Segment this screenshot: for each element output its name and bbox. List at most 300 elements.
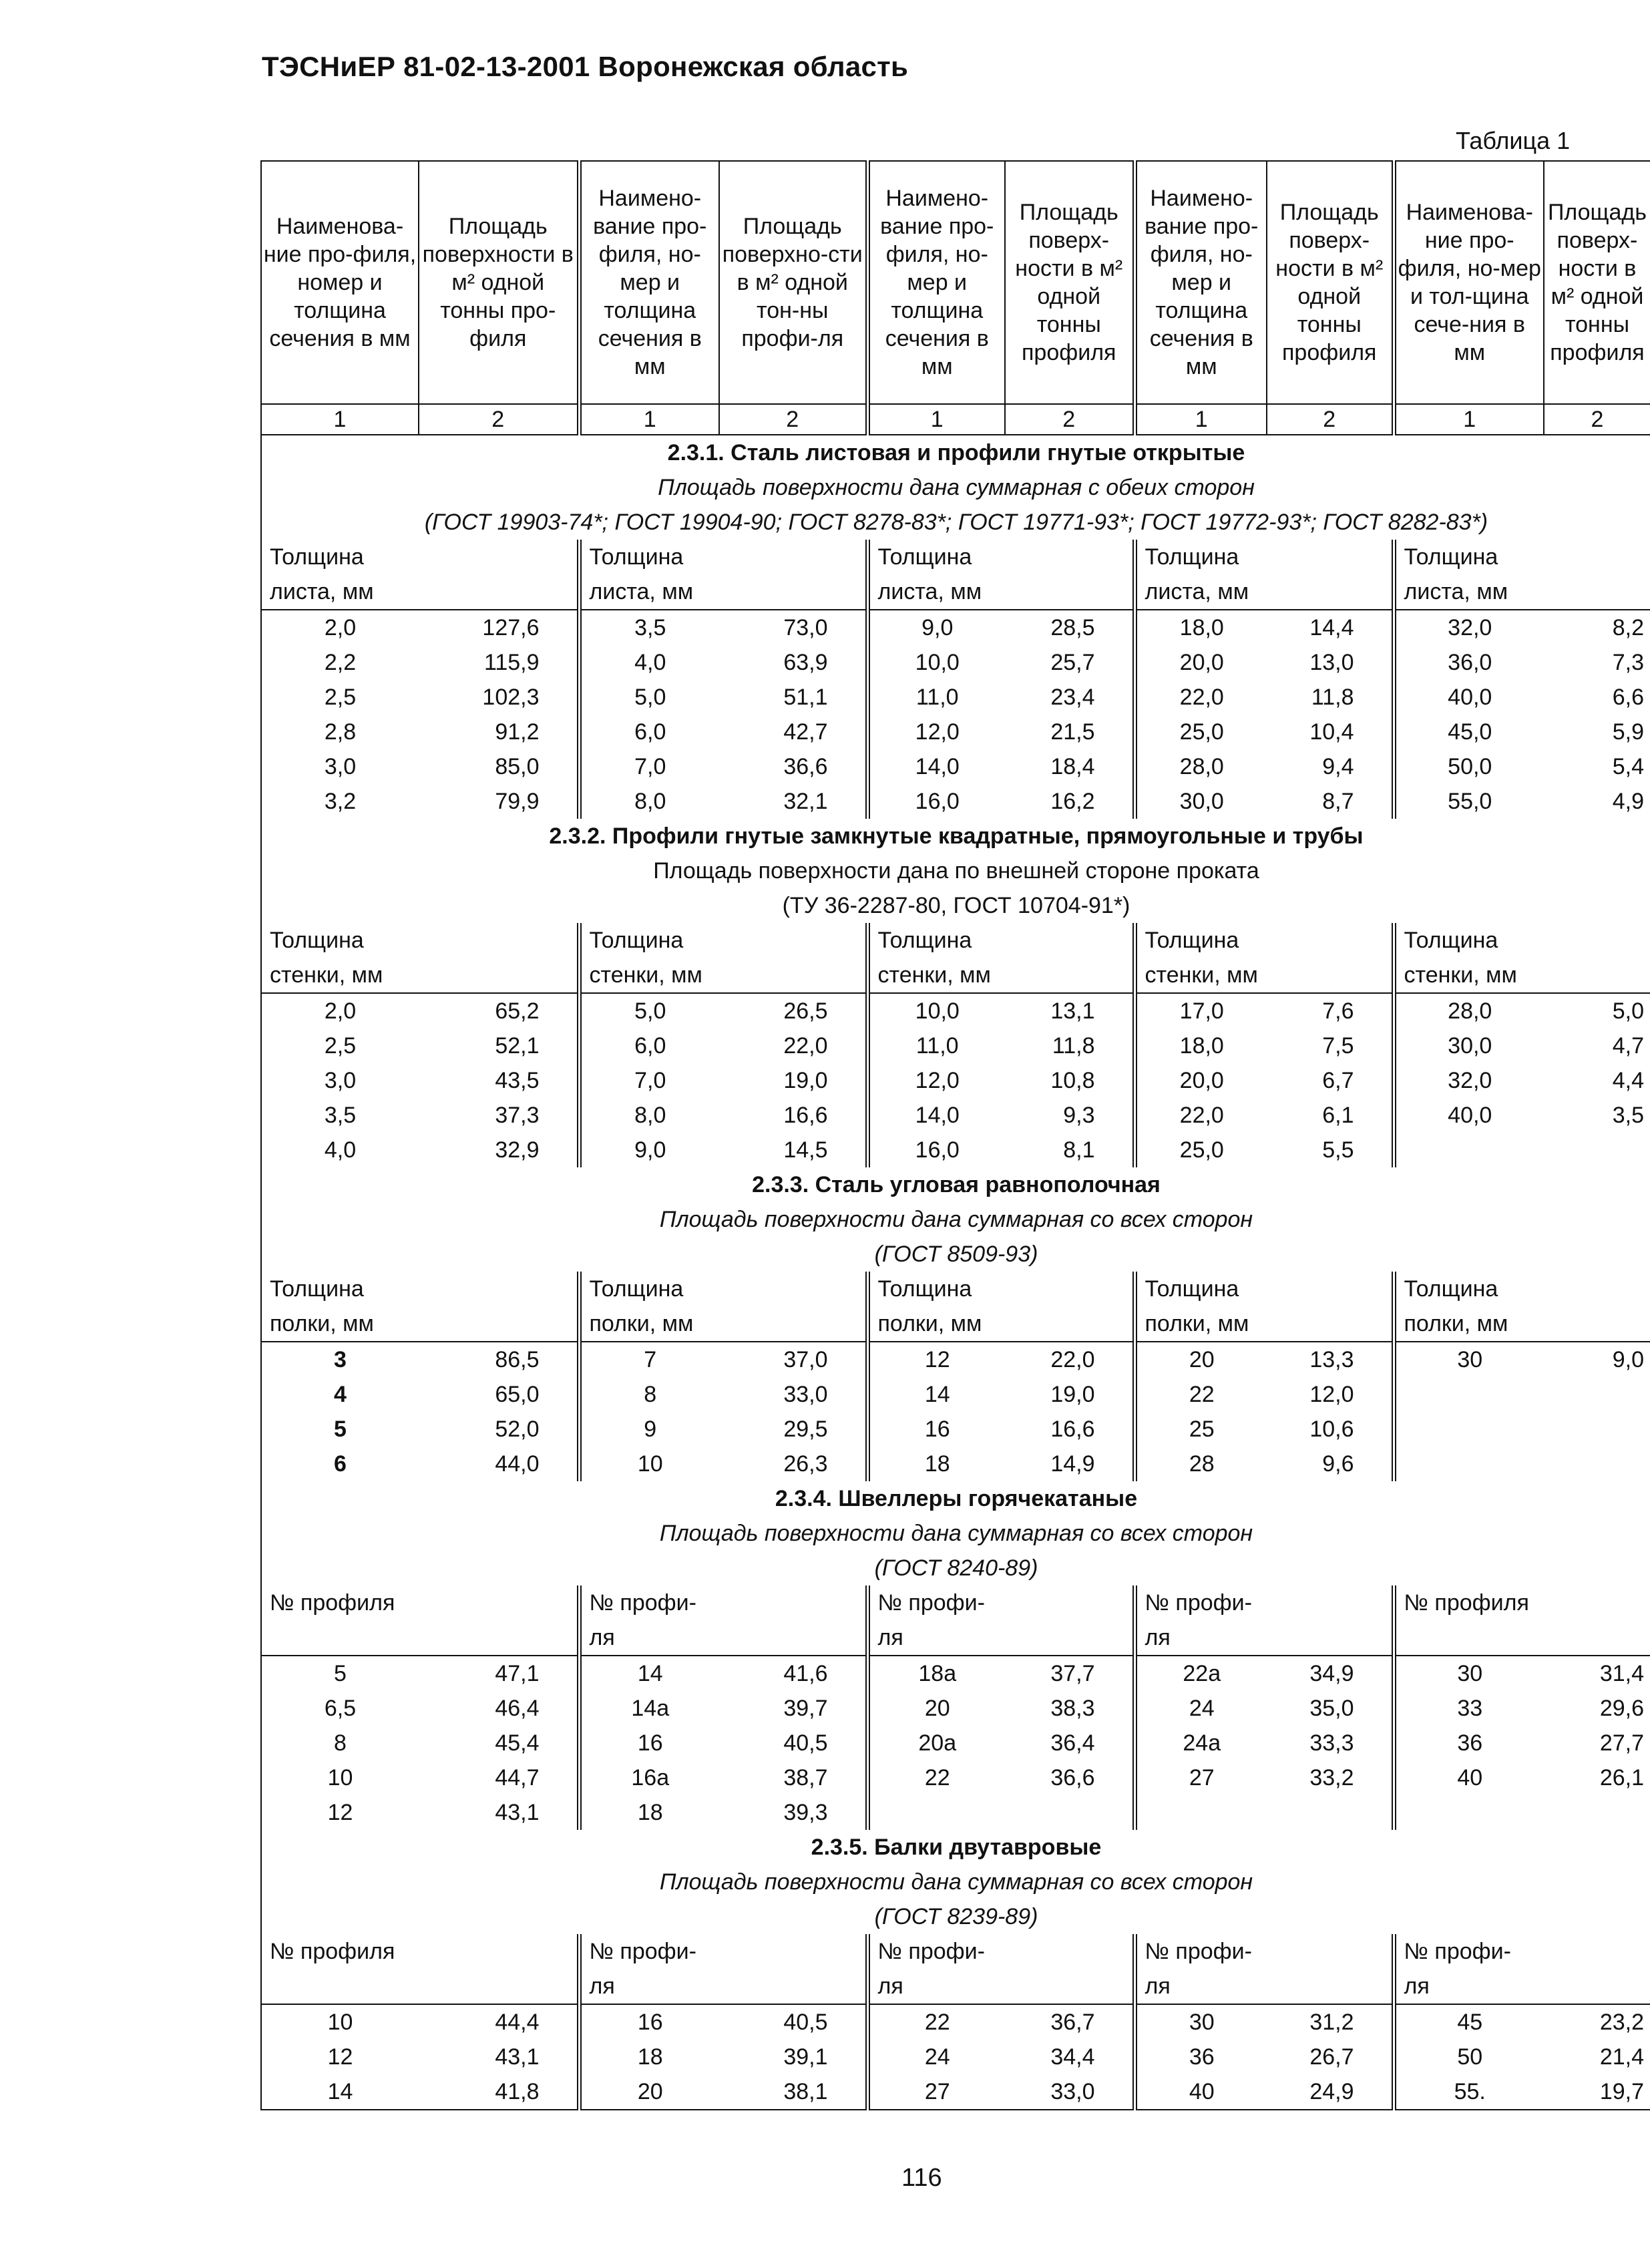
section-note: Площадь поверхности дана суммарная со всех сторон [261, 1865, 1650, 1899]
area-cell: 4,7 [1612, 1032, 1644, 1059]
section-title-row [261, 819, 1650, 854]
column-label-row [261, 1620, 1650, 1656]
column-label: листа, мм [261, 574, 579, 610]
column-number: 2 [719, 404, 867, 435]
profile-cell: 4,0 [579, 645, 719, 680]
column-label: ля [1394, 1969, 1650, 2004]
header-area-col: Площадь поверхности в м² одной тонны про-филя [419, 161, 579, 404]
profile-cell: 30 [1394, 1656, 1544, 1691]
column-label: полки, мм [1135, 1306, 1394, 1342]
column-label: Толщина [1394, 1272, 1650, 1306]
profile-cell: 2,5 [261, 680, 419, 715]
area-cell: 9,3 [1063, 1102, 1095, 1128]
area-cell: 52,0 [495, 1416, 540, 1442]
data-row [261, 1098, 1650, 1133]
profile-cell: 20 [1135, 1342, 1267, 1377]
profile-cell: 30,0 [1394, 1028, 1544, 1063]
column-label: Толщина [579, 1272, 867, 1306]
area-cell: 43,5 [495, 1067, 540, 1093]
area-cell: 4,9 [1612, 788, 1644, 814]
profile-cell: 40,0 [1394, 680, 1544, 715]
column-number: 2 [419, 404, 579, 435]
profile-cell: 24 [1135, 1691, 1267, 1726]
profile-cell: 16 [579, 2004, 719, 2040]
area-cell: 13,1 [1050, 998, 1095, 1024]
profile-cell: 18а [867, 1656, 1005, 1691]
area-cell: 102,3 [482, 684, 540, 710]
profile-cell: 55,0 [1394, 784, 1544, 819]
header-name-col: Наименова-ние про-филя, но-мер и тол-щина сече-ния в мм [1394, 161, 1544, 404]
profile-cell: 5 [261, 1412, 419, 1447]
area-cell: 10,6 [1309, 1416, 1354, 1442]
profile-cell: 27 [1135, 1760, 1267, 1795]
column-label: Толщина [579, 540, 867, 574]
data-row [261, 1133, 1650, 1167]
area-cell: 21,5 [1050, 719, 1095, 745]
column-label: ля [867, 1620, 1135, 1656]
column-number: 2 [1005, 404, 1135, 435]
profile-cell: 10,0 [867, 993, 1005, 1028]
area-cell: 91,2 [495, 719, 540, 745]
profile-cell: 25 [1135, 1412, 1267, 1447]
profile-cell: 14 [867, 1377, 1005, 1412]
profile-cell: 36 [1394, 1726, 1544, 1760]
profile-cell: 2,0 [261, 993, 419, 1028]
column-label: ля [579, 1969, 867, 2004]
profile-cell: 2,2 [261, 645, 419, 680]
profile-cell: 30 [1394, 1342, 1544, 1377]
profile-cell: 7,0 [579, 749, 719, 784]
column-label: Толщина [867, 1272, 1135, 1306]
column-label: № профи- [867, 1585, 1135, 1620]
area-cell: 9,0 [1612, 1346, 1644, 1372]
profile-cell: 50,0 [1394, 749, 1544, 784]
section-note: Площадь поверхности дана суммарная с обеих сторон [261, 470, 1650, 505]
profile-cell [1394, 1795, 1544, 1830]
profile-cell: 9 [579, 1412, 719, 1447]
table-body [261, 435, 1650, 2110]
data-row [261, 2004, 1650, 2040]
section-standard: (ТУ 36-2287-80, ГОСТ 10704-91*) [261, 888, 1650, 923]
header-name-col: Наимено-вание про-филя, но-мер и толщина сечения в мм [1135, 161, 1267, 404]
profile-cell: 12,0 [867, 715, 1005, 749]
profile-cell: 9,0 [579, 1133, 719, 1167]
column-label: листа, мм [1394, 574, 1650, 610]
area-cell: 10,4 [1309, 719, 1354, 745]
data-row [261, 1342, 1650, 1377]
column-label: ля [1135, 1969, 1394, 2004]
data-row [261, 1063, 1650, 1098]
area-cell [1544, 1447, 1650, 1481]
area-cell: 28,5 [1050, 614, 1095, 640]
area-cell: 23,4 [1050, 684, 1095, 710]
profile-cell: 5,0 [579, 680, 719, 715]
profile-cell: 28,0 [1394, 993, 1544, 1028]
area-cell: 32,1 [783, 788, 828, 814]
profile-cell: 10 [261, 1760, 419, 1795]
column-number: 2 [1267, 404, 1394, 435]
area-cell: 16,2 [1050, 788, 1095, 814]
profile-cell: 9,0 [867, 610, 1005, 645]
profile-cell: 36,0 [1394, 645, 1544, 680]
area-cell: 26,5 [783, 998, 828, 1024]
area-cell: 33,0 [1005, 2074, 1135, 2110]
data-row [261, 610, 1650, 645]
area-cell: 39,7 [783, 1695, 828, 1721]
section-note: Площадь поверхности дана суммарная со всех сторон [261, 1516, 1650, 1551]
profile-cell: 10 [579, 1447, 719, 1481]
section-note-row [261, 1865, 1650, 1899]
area-cell: 37,0 [783, 1346, 828, 1372]
profile-cell: 16а [579, 1760, 719, 1795]
area-cell: 47,1 [495, 1660, 540, 1686]
profile-cell: 20,0 [1135, 1063, 1267, 1098]
data-row [261, 784, 1650, 819]
header-name-col: Наимено-вание про-филя, но-мер и толщина сечения в мм [867, 161, 1005, 404]
profile-cell: 20 [579, 2074, 719, 2110]
area-cell: 11,8 [1311, 684, 1354, 710]
column-label: ля [1135, 1620, 1394, 1656]
area-cell: 65,2 [495, 998, 540, 1024]
column-label: стенки, мм [579, 958, 867, 993]
profile-cell: 6,0 [579, 1028, 719, 1063]
profile-cell: 5 [261, 1656, 419, 1691]
area-cell: 36,4 [1050, 1730, 1095, 1756]
data-row [261, 1760, 1650, 1795]
profile-cell: 22,0 [1135, 680, 1267, 715]
column-label: полки, мм [579, 1306, 867, 1342]
profile-cell: 33 [1394, 1691, 1544, 1726]
area-cell: 31,4 [1599, 1660, 1644, 1686]
section-standard: (ГОСТ 8240-89) [261, 1551, 1650, 1585]
column-label: полки, мм [867, 1306, 1135, 1342]
profile-cell: 8 [579, 1377, 719, 1412]
profile-cell: 25,0 [1135, 715, 1267, 749]
profile-cell: 24а [1135, 1726, 1267, 1760]
area-cell: 6,1 [1322, 1102, 1354, 1128]
area-cell: 16,6 [1050, 1416, 1095, 1442]
section-standard-row [261, 888, 1650, 923]
area-cell: 5,5 [1322, 1137, 1354, 1163]
profile-cell: 32,0 [1394, 1063, 1544, 1098]
column-label: № профи- [1394, 1934, 1650, 1969]
column-label-row [261, 574, 1650, 610]
profile-cell: 14,0 [867, 1098, 1005, 1133]
area-cell: 38,1 [719, 2074, 867, 2110]
data-row [261, 2074, 1650, 2110]
area-cell: 18,4 [1050, 753, 1095, 779]
column-label: стенки, мм [1135, 958, 1394, 993]
column-label: № профи- [867, 1934, 1135, 1969]
column-label: Толщина [1135, 1272, 1394, 1306]
profile-cell: 24 [867, 2040, 1005, 2074]
section-title: 2.3.4. Швеллеры горячекатаные [261, 1481, 1650, 1516]
area-cell: 40,5 [783, 2009, 828, 2035]
section-standard-row [261, 1899, 1650, 1934]
area-cell: 25,7 [1050, 649, 1095, 675]
column-label: стенки, мм [261, 958, 579, 993]
profile-cell: 3,5 [579, 610, 719, 645]
column-label-row [261, 1585, 1650, 1620]
header-area-col: Площадь поверх-ности в м² одной тонны профиля [1544, 161, 1650, 404]
profile-cell: 14,0 [867, 749, 1005, 784]
area-cell [1005, 1795, 1135, 1830]
profile-cell: 28 [1135, 1447, 1267, 1481]
area-cell: 37,3 [495, 1102, 540, 1128]
section-title: 2.3.3. Сталь угловая равнополочная [261, 1167, 1650, 1202]
area-cell: 9,6 [1322, 1451, 1354, 1477]
profile-cell: 50 [1394, 2040, 1544, 2074]
column-label: ля [867, 1969, 1135, 2004]
data-row [261, 1412, 1650, 1447]
profile-cell: 7 [579, 1342, 719, 1377]
profile-cell: 12 [867, 1342, 1005, 1377]
area-cell: 14,9 [1050, 1451, 1095, 1477]
area-cell: 35,0 [1309, 1695, 1354, 1721]
area-cell: 39,1 [783, 2044, 828, 2070]
area-cell: 13,0 [1309, 649, 1354, 675]
column-label: полки, мм [1394, 1306, 1650, 1342]
column-label-row [261, 923, 1650, 958]
area-cell: 26,1 [1599, 1764, 1644, 1790]
area-cell: 19,7 [1544, 2074, 1650, 2110]
data-row [261, 1377, 1650, 1412]
area-cell: 22,0 [1050, 1346, 1095, 1372]
column-label [1394, 1620, 1650, 1656]
profile-cell: 40,0 [1394, 1098, 1544, 1133]
column-label: № профиля [261, 1934, 579, 1969]
document-title: ТЭСНиЕР 81-02-13-2001 Воронежская область [262, 51, 909, 82]
section-title-row [261, 1167, 1650, 1202]
header-area-col: Площадь поверх-ности в м² одной тонны профиля [1005, 161, 1135, 404]
column-label [261, 1620, 579, 1656]
profile-cell: 12,0 [867, 1063, 1005, 1098]
surface-area-table [260, 160, 1650, 2110]
area-cell: 11,8 [1052, 1032, 1095, 1059]
section-standard-row [261, 1237, 1650, 1272]
data-row [261, 1656, 1650, 1691]
profile-cell: 40 [1394, 1760, 1544, 1795]
area-cell: 31,2 [1309, 2009, 1354, 2035]
column-number: 2 [1544, 404, 1650, 435]
area-cell: 86,5 [495, 1346, 540, 1372]
profile-cell: 6,0 [579, 715, 719, 749]
area-cell: 63,9 [783, 649, 828, 675]
section-standard: (ГОСТ 8509-93) [261, 1237, 1650, 1272]
section-title-row [261, 1481, 1650, 1516]
area-cell: 79,9 [495, 788, 540, 814]
profile-cell: 10,0 [867, 645, 1005, 680]
profile-cell [1394, 1412, 1544, 1447]
column-label: № профи- [1135, 1934, 1394, 1969]
area-cell [1544, 1133, 1650, 1167]
profile-cell: 12 [261, 2040, 419, 2074]
section-title: 2.3.5. Балки двутавровые [261, 1830, 1650, 1865]
section-note: Площадь поверхности дана по внешней стороне проката [261, 854, 1650, 888]
profile-cell: 5,0 [579, 993, 719, 1028]
area-cell: 12,0 [1309, 1381, 1354, 1407]
column-label: Толщина [1394, 923, 1650, 958]
profile-cell: 18,0 [1135, 610, 1267, 645]
area-cell [1544, 1412, 1650, 1447]
data-row [261, 715, 1650, 749]
area-cell: 7,3 [1612, 649, 1644, 675]
area-cell: 41,8 [419, 2074, 579, 2110]
header-area-col: Площадь поверх-ности в м² одной тонны профиля [1267, 161, 1394, 404]
area-cell: 14,5 [783, 1137, 828, 1163]
area-cell: 14,4 [1309, 614, 1354, 640]
area-cell: 65,0 [495, 1381, 540, 1407]
area-cell: 39,3 [783, 1799, 828, 1825]
data-row [261, 749, 1650, 784]
profile-cell: 30 [1135, 2004, 1267, 2040]
area-cell: 44,0 [495, 1451, 540, 1477]
column-label: № профиля [1394, 1585, 1650, 1620]
profile-cell: 8,0 [579, 1098, 719, 1133]
area-cell: 29,6 [1599, 1695, 1644, 1721]
table-label: Таблица 1 [1456, 127, 1571, 154]
area-cell: 45,4 [495, 1730, 540, 1756]
area-cell: 44,7 [495, 1764, 540, 1790]
section-standard-row [261, 1551, 1650, 1585]
profile-cell: 6,5 [261, 1691, 419, 1726]
area-cell: 26,3 [783, 1451, 828, 1477]
area-cell: 6,7 [1322, 1067, 1354, 1093]
column-label: Толщина [261, 1272, 579, 1306]
area-cell: 29,5 [783, 1416, 828, 1442]
section-title-row [261, 1830, 1650, 1865]
area-cell: 9,4 [1322, 753, 1354, 779]
column-label-row [261, 1934, 1650, 1969]
profile-cell: 16 [867, 1412, 1005, 1447]
area-cell: 34,4 [1050, 2044, 1095, 2070]
area-cell: 40,5 [783, 1730, 828, 1756]
area-cell [1267, 1795, 1394, 1830]
column-label: Толщина [867, 540, 1135, 574]
section-note: Площадь поверхности дана суммарная со всех сторон [261, 1202, 1650, 1237]
area-cell: 33,0 [783, 1381, 828, 1407]
data-row [261, 1028, 1650, 1063]
section-title-row [261, 435, 1650, 470]
column-label: стенки, мм [1394, 958, 1650, 993]
profile-cell [1394, 1133, 1544, 1167]
profile-cell: 17,0 [1135, 993, 1267, 1028]
profile-cell: 6 [261, 1447, 419, 1481]
column-label: Толщина [261, 923, 579, 958]
header-name-col: Наименова-ние про-филя, номер и толщина сечения в мм [261, 161, 419, 404]
area-cell: 38,7 [783, 1764, 828, 1790]
area-cell: 44,4 [495, 2009, 540, 2035]
profile-cell: 16,0 [867, 1133, 1005, 1167]
section-title: 2.3.1. Сталь листовая и профили гнутые открытые [261, 435, 1650, 470]
section-standard: (ГОСТ 19903-74*; ГОСТ 19904-90; ГОСТ 8278-83*; ГОСТ 19771-93*; ГОСТ 19772-93*; ГОСТ 8282-83*) [261, 505, 1650, 540]
data-row [261, 2040, 1650, 2074]
profile-cell: 28,0 [1135, 749, 1267, 784]
column-label: № профи- [1135, 1585, 1394, 1620]
area-cell: 33,2 [1309, 1764, 1354, 1790]
column-number: 1 [1394, 404, 1544, 435]
column-label: Толщина [1135, 540, 1394, 574]
area-cell: 13,3 [1309, 1346, 1354, 1372]
area-cell: 41,6 [783, 1660, 828, 1686]
column-number: 1 [261, 404, 419, 435]
area-cell [1544, 1795, 1650, 1830]
area-cell: 10,8 [1050, 1067, 1095, 1093]
area-cell: 24,9 [1267, 2074, 1394, 2110]
area-cell: 26,7 [1309, 2044, 1354, 2070]
profile-cell: 3,5 [261, 1098, 419, 1133]
profile-cell: 18 [579, 2040, 719, 2074]
profile-cell: 2,0 [261, 610, 419, 645]
profile-cell: 25,0 [1135, 1133, 1267, 1167]
data-row [261, 1447, 1650, 1481]
section-standard: (ГОСТ 8239-89) [261, 1899, 1650, 1934]
area-cell: 21,4 [1599, 2044, 1644, 2070]
area-cell: 36,6 [783, 753, 828, 779]
profile-cell: 55. [1394, 2074, 1544, 2110]
profile-cell: 45,0 [1394, 715, 1544, 749]
header-area-col: Площадь поверхно-сти в м² одной тон-ны профи-ля [719, 161, 867, 404]
area-cell: 6,6 [1612, 684, 1644, 710]
profile-cell: 3,2 [261, 784, 419, 819]
area-cell: 3,5 [1612, 1102, 1644, 1128]
area-cell: 19,0 [1050, 1381, 1095, 1407]
profile-cell: 2,5 [261, 1028, 419, 1063]
column-label: листа, мм [1135, 574, 1394, 610]
profile-cell: 36 [1135, 2040, 1267, 2074]
profile-cell: 3,0 [261, 1063, 419, 1098]
section-note-row [261, 1516, 1650, 1551]
profile-cell: 45 [1394, 2004, 1544, 2040]
section-note-row [261, 470, 1650, 505]
column-label-row [261, 1272, 1650, 1306]
profile-cell [867, 1795, 1005, 1830]
page-number: 116 [901, 2164, 942, 2192]
column-label: листа, мм [579, 574, 867, 610]
section-note-row [261, 854, 1650, 888]
column-number: 1 [867, 404, 1005, 435]
area-cell: 16,6 [783, 1102, 828, 1128]
profile-cell: 4,0 [261, 1133, 419, 1167]
profile-cell: 11,0 [867, 680, 1005, 715]
profile-cell: 22 [867, 2004, 1005, 2040]
column-label: № профи- [579, 1585, 867, 1620]
profile-cell: 40 [1135, 2074, 1267, 2110]
profile-cell: 7,0 [579, 1063, 719, 1098]
area-cell: 85,0 [495, 753, 540, 779]
area-cell: 5,0 [1612, 998, 1644, 1024]
column-label: полки, мм [261, 1306, 579, 1342]
area-cell: 127,6 [482, 614, 540, 640]
profile-cell: 12 [261, 1795, 419, 1830]
area-cell: 8,7 [1322, 788, 1354, 814]
profile-cell: 3 [261, 1342, 419, 1377]
area-cell: 43,1 [495, 2044, 540, 2070]
column-number: 1 [579, 404, 719, 435]
area-cell: 22,0 [783, 1032, 828, 1059]
area-cell: 38,3 [1050, 1695, 1095, 1721]
section-standard-row [261, 505, 1650, 540]
profile-cell: 20а [867, 1726, 1005, 1760]
profile-cell: 20 [867, 1691, 1005, 1726]
column-label [261, 1969, 579, 2004]
area-cell: 7,5 [1322, 1032, 1354, 1059]
area-cell: 8,1 [1063, 1137, 1095, 1163]
data-row [261, 993, 1650, 1028]
profile-cell: 14 [579, 1656, 719, 1691]
profile-cell: 3,0 [261, 749, 419, 784]
area-cell: 8,2 [1612, 614, 1644, 640]
